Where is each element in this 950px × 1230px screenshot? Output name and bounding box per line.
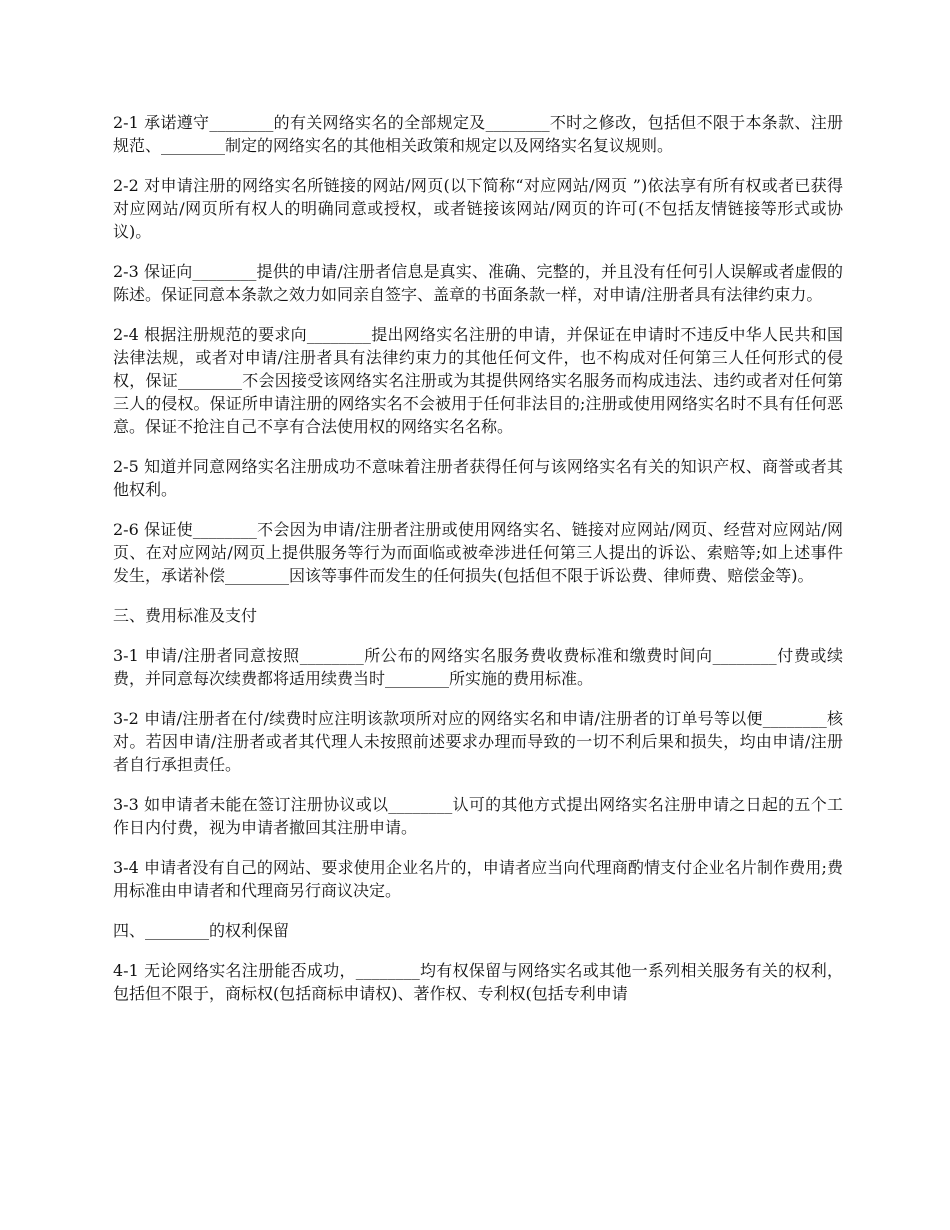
clause-2-4: 2-4 根据注册规范的要求向________提出网络实名注册的申请，并保证在申请时不违反中华人民共和国法律法规，或者对申请/注册者具有法律约束力的其他任何文件，也不构成对任何第三人任何形式的侵权，保证________不会因接受该网络实名注册或为其提供网络实名服务而构成违法、违约或者对任何第三人的侵权。保证所申请注册的网络实名不会被用于任何非法目的;注册或使用网络实名时不具有任何恶意。保证不抢注自己不享有合法使用权的网络实名名称。 bbox=[113, 325, 843, 436]
clause-3-3: 3-3 如申请者未能在签订注册协议或以________认可的其他方式提出网络实名注册申请之日起的五个工作日内付费，视为申请者撤回其注册申请。 bbox=[113, 795, 843, 837]
clause-3-4: 3-4 申请者没有自己的网站、要求使用企业名片的，申请者应当向代理商酌情支付企业名片制作费用;费用标准由申请者和代理商另行商议决定。 bbox=[113, 858, 843, 900]
clause-2-1: 2-1 承诺遵守________的有关网络实名的全部规定及________不时之修改，包括但不限于本条款、注册规范、________制定的网络实名的其他相关政策和规定以及网络实名复议规则。 bbox=[113, 113, 843, 155]
document-page bbox=[113, 111, 843, 1022]
clause-2-2: 2-2 对申请注册的网络实名所链接的网站/网页(以下简称“对应网站/网页 ”)依法享有所有权或者已获得对应网站/网页所有权人的明确同意或授权，或者链接该网站/网页的许可(不包括友情链接等形式或协议)。 bbox=[113, 176, 843, 241]
section-heading-3: 三、费用标准及支付 bbox=[113, 606, 258, 625]
clause-4-1: 4-1 无论网络实名注册能否成功，________均有权保留与网络实名或其他一系列相关服务有关的权利，包括但不限于，商标权(包括商标申请权)、著作权、专利权(包括专利申请 bbox=[113, 961, 843, 1003]
clause-2-5: 2-5 知道并同意网络实名注册成功不意味着注册者获得任何与该网络实名有关的知识产权、商誉或者其他权利。 bbox=[113, 457, 843, 499]
section-heading-4: 四、________的权利保留 bbox=[113, 921, 290, 940]
clause-3-1: 3-1 申请/注册者同意按照________所公布的网络实名服务费收费标准和缴费时间向________付费或续费，并同意每次续费都将适用续费当时________所实施的费用标准。 bbox=[113, 646, 843, 688]
clause-3-2: 3-2 申请/注册者在付/续费时应注明该款项所对应的网络实名和申请/注册者的订单号等以便________核对。若因申请/注册者或者其代理人未按照前述要求办理而导致的一切不利后果和损失，均由申请/注册者自行承担责任。 bbox=[113, 709, 843, 774]
clause-2-6: 2-6 保证使________不会因为申请/注册者注册或使用网络实名、链接对应网站/网页、经营对应网站/网页、在对应网站/网页上提供服务等行为而面临或被牵涉进任何第三人提出的诉讼、索赔等;如上述事件发生，承诺补偿________因该等事件而发生的任何损失(包括但不限于诉讼费、律师费、赔偿金等)。 bbox=[113, 520, 843, 585]
clause-2-3: 2-3 保证向________提供的申请/注册者信息是真实、准确、完整的，并且没有任何引人误解或者虚假的陈述。保证同意本条款之效力如同亲自签字、盖章的书面条款一样，对申请/注册者具有法律约束力。 bbox=[113, 262, 843, 304]
